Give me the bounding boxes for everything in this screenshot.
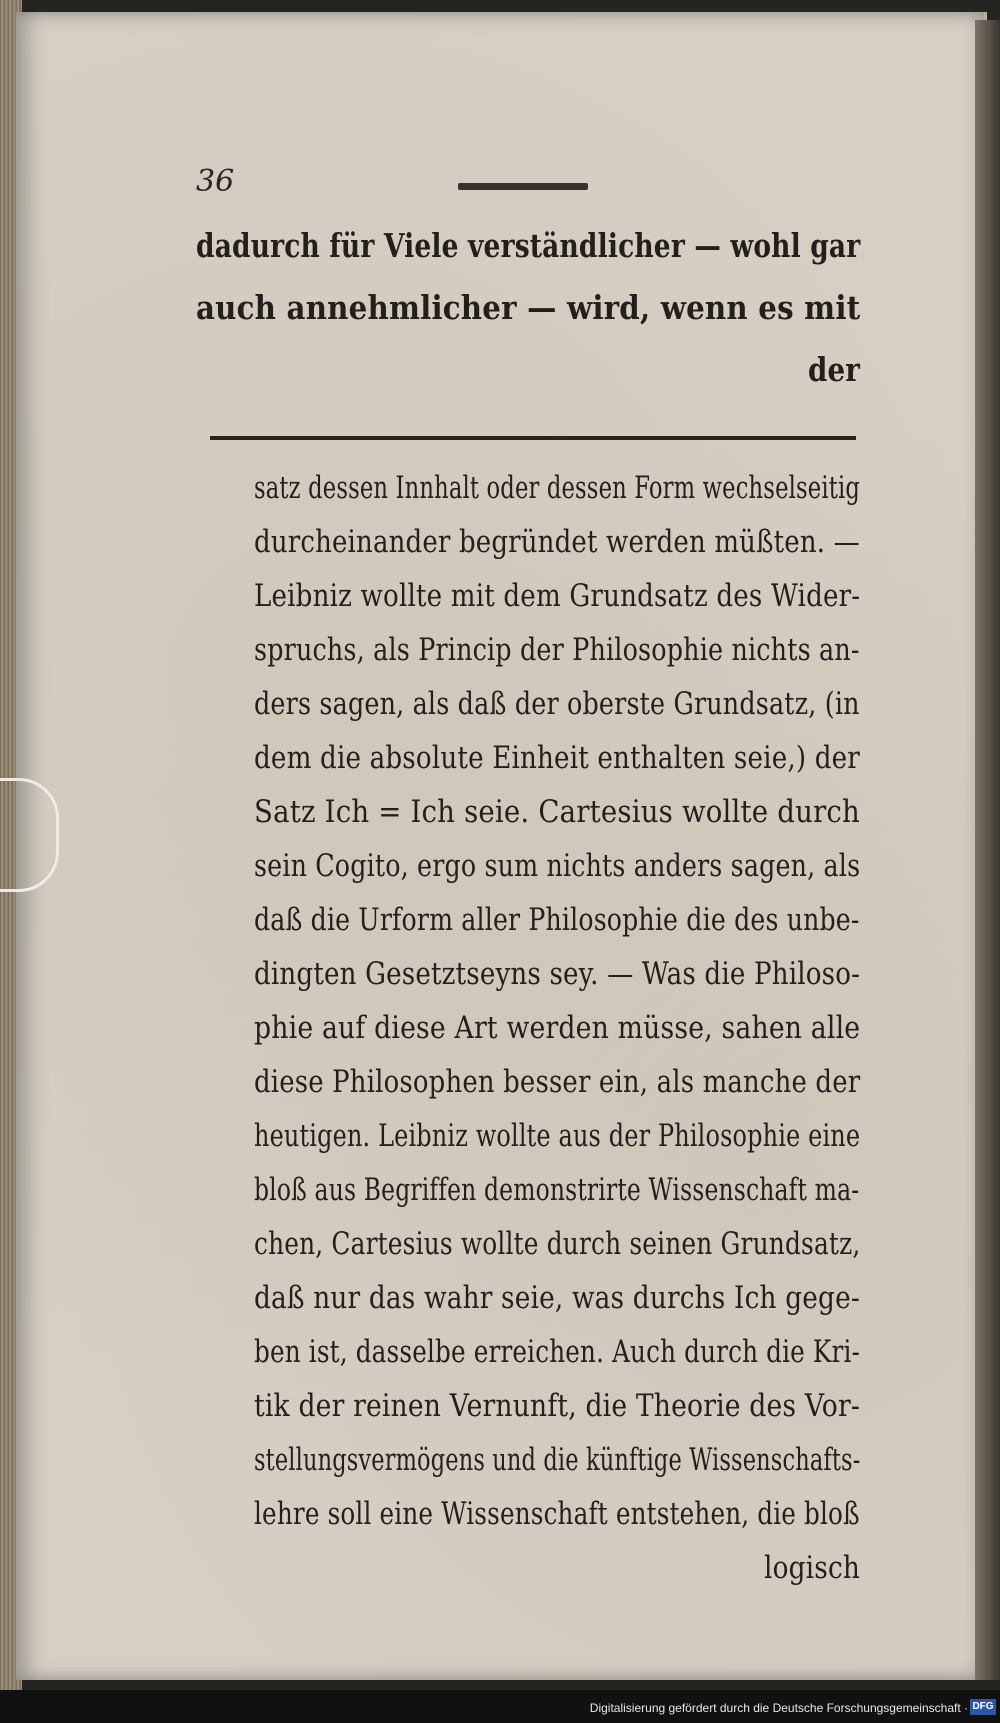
header-ornament-rule <box>458 183 588 190</box>
footnote-line: Leibniz wollte mit dem Grundsatz des Wider- <box>254 578 861 614</box>
footnote-line: Satz Ich = Ich seie. Cartesius wollte durch <box>254 794 860 830</box>
dfg-logo-icon: DFG <box>970 1699 996 1715</box>
text-line: auch annehmlicher — wird, wenn es mit <box>196 288 861 327</box>
footnote-line: daß nur das wahr seie, was durchs Ich gege- <box>254 1280 860 1316</box>
footnote-line: satz dessen Innhalt oder dessen Form wechselseitig <box>254 470 861 506</box>
page-number: 36 <box>196 164 235 199</box>
footnote-line: ben ist, dasselbe erreichen. Auch durch die Kri- <box>254 1334 861 1370</box>
page-tab-marker <box>0 778 59 892</box>
footnote-line: dem die absolute Einheit enthalten seie,) der <box>254 740 860 776</box>
footnote-line: diese Philosophen besser ein, als manche der <box>254 1064 861 1100</box>
footnote-line: stellungsvermögens und die künftige Wissenschafts- <box>254 1442 861 1478</box>
footnote-line: bloß aus Begriffen demonstrirte Wissenschaft ma- <box>254 1172 860 1208</box>
text-line: dadurch für Viele verständlicher — wohl gar <box>196 226 861 265</box>
footnote-divider <box>210 436 856 440</box>
footnote-line: chen, Cartesius wollte durch seinen Grundsatz, <box>254 1226 861 1262</box>
footnote-line: tik der reinen Vernunft, die Theorie des Vor- <box>254 1388 861 1424</box>
footnote-line: ders sagen, als daß der oberste Grundsatz, (in <box>254 686 860 722</box>
footnote-line: dingten Gesetztseyns sey. — Was die Philoso- <box>254 956 861 992</box>
footnote-line: daß die Urform aller Philosophie die des unbe- <box>254 902 860 938</box>
catchword: der <box>808 350 861 389</box>
gutter-shadow <box>975 20 1000 1680</box>
footnote-line: lehre soll eine Wissenschaft entstehen, die bloß <box>254 1496 860 1532</box>
footnote-line: heutigen. Leibniz wollte aus der Philosophie eine <box>254 1118 861 1154</box>
footnote-catchword: logisch <box>764 1550 861 1586</box>
footnote-line: spruchs, als Princip der Philosophie nichts an- <box>254 632 860 668</box>
digitization-credit: Digitalisierung gefördert durch die Deutsche Forschungsgemeinschaft · <box>589 1701 968 1715</box>
footnote-line: durcheinander begründet werden müßten. — <box>254 524 860 560</box>
footnote-line: phie auf diese Art werden müsse, sahen alle <box>254 1010 861 1046</box>
footnote-line: sein Cogito, ergo sum nichts anders sagen, als <box>254 848 861 884</box>
